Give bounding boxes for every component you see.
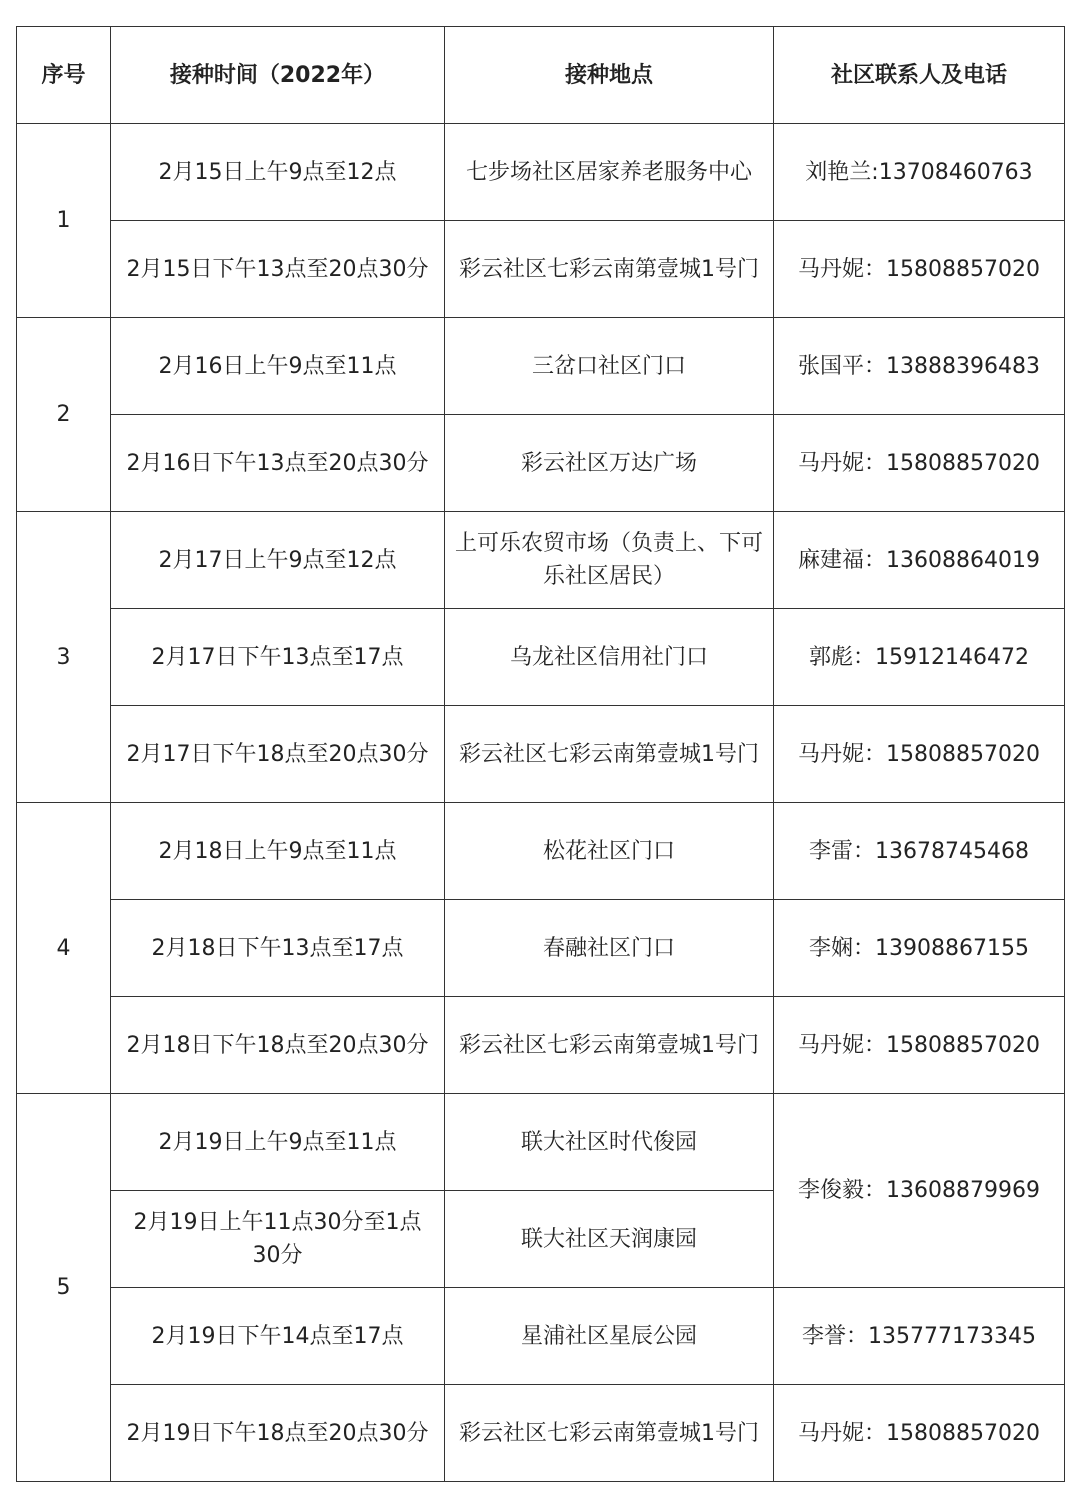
place-cell: 联大社区时代俊园 [445, 1094, 774, 1191]
table-row [17, 1288, 1065, 1385]
place-cell: 春融社区门口 [445, 900, 774, 997]
place-cell: 彩云社区七彩云南第壹城1号门 [445, 1385, 774, 1482]
header-contact: 社区联系人及电话 [774, 27, 1065, 124]
time-cell: 2月15日下午13点至20点30分 [111, 221, 445, 318]
time-cell: 2月19日上午11点30分至1点30分 [111, 1191, 445, 1288]
header-seq: 序号 [17, 27, 111, 124]
table-row [17, 1094, 1065, 1191]
seq-cell: 1 [17, 124, 111, 318]
contact-cell: 李俊毅：13608879969 [774, 1094, 1065, 1288]
time-cell: 2月15日上午9点至12点 [111, 124, 445, 221]
contact-cell: 郭彪：15912146472 [774, 609, 1065, 706]
table-header-row [17, 27, 1065, 124]
contact-cell: 马丹妮：15808857020 [774, 221, 1065, 318]
contact-cell: 马丹妮：15808857020 [774, 997, 1065, 1094]
place-cell: 联大社区天润康园 [445, 1191, 774, 1288]
place-cell: 彩云社区七彩云南第壹城1号门 [445, 706, 774, 803]
table-row [17, 124, 1065, 221]
contact-cell: 李誉：135777173345 [774, 1288, 1065, 1385]
table-row [17, 609, 1065, 706]
table-row [17, 706, 1065, 803]
time-cell: 2月19日下午18点至20点30分 [111, 1385, 445, 1482]
place-cell: 上可乐农贸市场（负责上、下可乐社区居民） [445, 512, 774, 609]
contact-cell: 麻建福：13608864019 [774, 512, 1065, 609]
time-cell: 2月19日下午14点至17点 [111, 1288, 445, 1385]
table-row [17, 997, 1065, 1094]
table-row [17, 900, 1065, 997]
contact-cell: 李雷：13678745468 [774, 803, 1065, 900]
contact-cell: 马丹妮：15808857020 [774, 706, 1065, 803]
vaccination-schedule-table [16, 26, 1065, 1482]
place-cell: 星浦社区星辰公园 [445, 1288, 774, 1385]
place-cell: 松花社区门口 [445, 803, 774, 900]
contact-cell: 李娴：13908867155 [774, 900, 1065, 997]
time-cell: 2月17日上午9点至12点 [111, 512, 445, 609]
contact-cell: 刘艳兰:13708460763 [774, 124, 1065, 221]
table-row [17, 415, 1065, 512]
seq-cell: 3 [17, 512, 111, 803]
header-time: 接种时间（2022年） [111, 27, 445, 124]
time-cell: 2月18日上午9点至11点 [111, 803, 445, 900]
table-row [17, 1385, 1065, 1482]
time-cell: 2月16日上午9点至11点 [111, 318, 445, 415]
seq-cell: 4 [17, 803, 111, 1094]
time-cell: 2月18日下午18点至20点30分 [111, 997, 445, 1094]
place-cell: 三岔口社区门口 [445, 318, 774, 415]
contact-cell: 马丹妮：15808857020 [774, 1385, 1065, 1482]
table-row [17, 512, 1065, 609]
table-row [17, 221, 1065, 318]
contact-cell: 马丹妮：15808857020 [774, 415, 1065, 512]
time-cell: 2月17日下午18点至20点30分 [111, 706, 445, 803]
table-row [17, 803, 1065, 900]
place-cell: 彩云社区万达广场 [445, 415, 774, 512]
time-cell: 2月16日下午13点至20点30分 [111, 415, 445, 512]
contact-cell: 张国平：13888396483 [774, 318, 1065, 415]
place-cell: 乌龙社区信用社门口 [445, 609, 774, 706]
place-cell: 彩云社区七彩云南第壹城1号门 [445, 221, 774, 318]
time-cell: 2月19日上午9点至11点 [111, 1094, 445, 1191]
seq-cell: 2 [17, 318, 111, 512]
place-cell: 七步场社区居家养老服务中心 [445, 124, 774, 221]
seq-cell: 5 [17, 1094, 111, 1482]
place-cell: 彩云社区七彩云南第壹城1号门 [445, 997, 774, 1094]
header-place: 接种地点 [445, 27, 774, 124]
table-row [17, 318, 1065, 415]
time-cell: 2月18日下午13点至17点 [111, 900, 445, 997]
time-cell: 2月17日下午13点至17点 [111, 609, 445, 706]
